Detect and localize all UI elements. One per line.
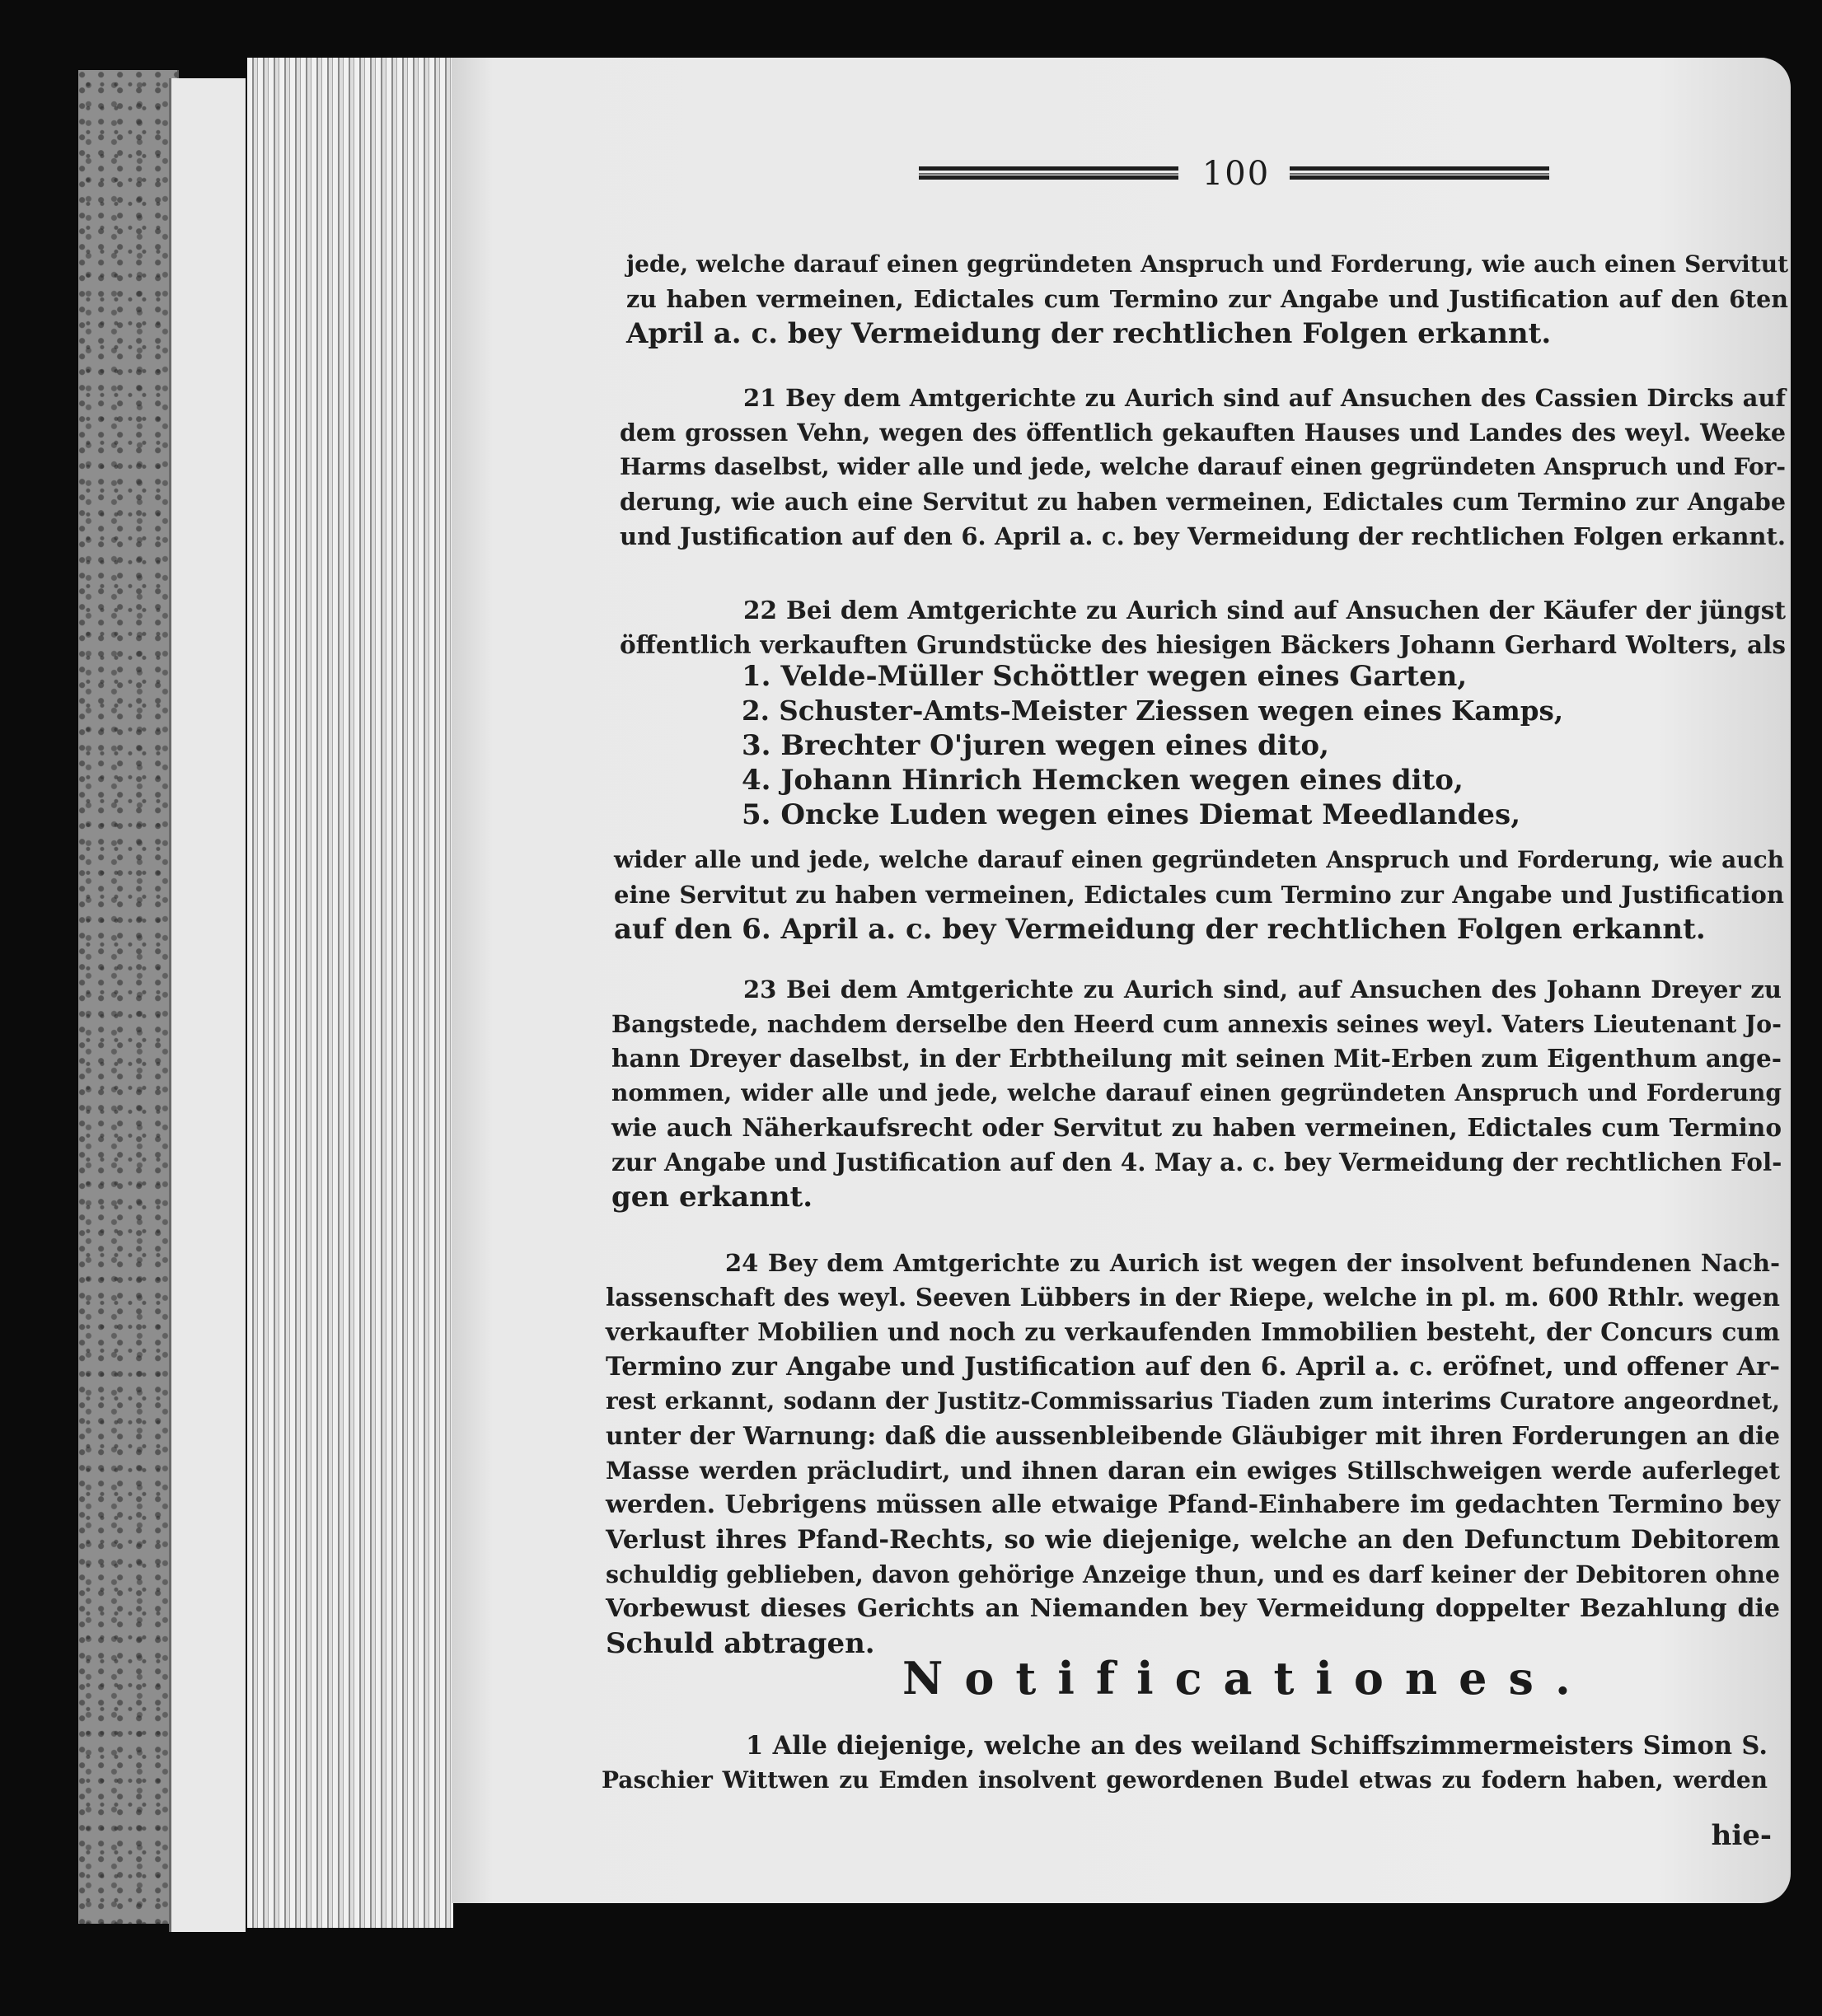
text-line: rest erkannt, sodann der Justitz-Commissarius Tiaden zum interims Curatore angeordnet, [606,1387,1780,1415]
catchword: hie- [1711,1819,1772,1852]
text-line: 21 Bey dem Amtgerichte zu Aurich sind auf Ansuchen des Cassien Dircks auf [743,384,1786,412]
text-line: April a. c. bey Vermeidung der rechtlichen Folgen erkannt. [626,317,1552,350]
text-line: Termino zur Angabe und Justification auf den 6. April a. c. eröfnet, und offener Ar- [606,1352,1780,1382]
text-line: unter der Warnung: daß die aussenbleibende Gläubiger mit ihren Forderungen an die [606,1421,1780,1450]
list-item: 1. Velde-Müller Schöttler wegen eines Garten, [742,660,1468,693]
list-item: 5. Oncke Luden wegen eines Diemat Meedlandes, [742,798,1521,831]
text-line: lassenschaft des weyl. Seeven Lübbers in der Riepe, welche in pl. m. 600 Rthlr. wegen [606,1283,1780,1312]
header-rule-right [1290,166,1549,180]
text-line: eine Servitut zu haben vermeinen, Edictales cum Termino zur Angabe und Justification [614,881,1784,909]
endpaper [169,78,246,1932]
text-line: Verlust ihres Pfand-Rechts, so wie diejenige, welche an den Defunctum Debitorem [606,1525,1780,1555]
claimant-list [742,659,1566,832]
list-item: 4. Johann Hinrich Hemcken wegen eines dito, [742,764,1464,797]
paragraph-21 [620,381,1786,554]
text-line: schuldig geblieben, davon gehörige Anzeige thun, und es darf keiner der Debitoren ohne [606,1560,1780,1588]
section-heading: Notificationes. [902,1652,1592,1705]
text-line: Masse werden präcludirt, und ihnen daran ein ewiges Stillschweigen werde auferleget [606,1457,1780,1485]
paragraph-continuation [626,247,1788,351]
marbled-cover [78,70,179,1924]
text-line: verkaufter Mobilien und noch zu verkaufenden Immobilien besteht, der Concurs cum [606,1317,1780,1346]
header-rule-left [919,166,1178,180]
text-line: zu haben vermeinen, Edictales cum Termino zur Angabe und Justification auf den 6ten [626,285,1788,313]
notification-1 [602,1728,1768,1798]
text-line: zur Angabe und Justification auf den 4. May a. c. bey Vermeidung der rechtlichen Fol- [611,1148,1782,1176]
text-line: Harms daselbst, wider alle und jede, welche darauf einen gegründeten Anspruch und For- [620,453,1786,480]
paragraph-22-conclusion [614,843,1784,947]
text-line: Vorbewust dieses Gerichts an Niemanden bey Vermeidung doppelter Bezahlung die [606,1594,1780,1623]
text-line: Bangstede, nachdem derselbe den Heerd cum annexis seines weyl. Vaters Lieutenant Jo- [611,1010,1782,1038]
text-line: und Justification auf den 6. April a. c. bey Vermeidung der rechtlichen Folgen erkannt. [620,522,1786,550]
page-edges [247,58,453,1928]
paragraph-23 [611,972,1782,1214]
paragraph-24 [606,1246,1780,1661]
text-line: hann Dreyer daselbst, in der Erbtheilung mit seinen Mit-Erben zum Eigenthum ange- [611,1044,1782,1073]
text-line: gen erkannt. [611,1181,813,1214]
text-line: öffentlich verkauften Grundstücke des hiesigen Bäckers Johann Gerhard Wolters, als [620,630,1786,659]
text-line: jede, welche darauf einen gegründeten Anspruch und Forderung, wie auch einen Servitut [626,250,1788,278]
text-line: 1 Alle diejenige, welche an des weiland Schiffszimmermeisters Simon S. [746,1731,1768,1761]
text-line: wie auch Näherkaufsrecht oder Servitut zu haben vermeinen, Edictales cum Termino [611,1113,1782,1142]
text-line: 23 Bei dem Amtgerichte zu Aurich sind, auf Ansuchen des Johann Dreyer zu [743,975,1782,1003]
text-line: auf den 6. April a. c. bey Vermeidung der rechtlichen Folgen erkannt. [614,913,1706,946]
text-line: Schuld abtragen. [606,1627,875,1660]
text-line: derung, wie auch eine Servitut zu haben vermeinen, Edictales cum Termino zur Angabe [620,488,1786,516]
text-line: dem grossen Vehn, wegen des öffentlich gekauften Hauses und Landes des weyl. Weeke [620,419,1786,447]
text-line: nommen, wider alle und jede, welche darauf einen gegründeten Anspruch und Forderung [611,1079,1782,1106]
page-number: 100 [1201,155,1271,193]
text-line: Paschier Wittwen zu Emden insolvent gewordenen Budel etwas zu fodern haben, werden [602,1766,1768,1794]
list-item: 3. Brechter O'juren wegen eines dito, [742,729,1329,762]
paragraph-22 [620,593,1786,662]
text-line: werden. Uebrigens müssen alle etwaige Pfand-Einhabere im gedachten Termino bey [606,1490,1780,1519]
list-item: 2. Schuster-Amts-Meister Ziessen wegen eines Kamps, [742,695,1564,727]
text-line: wider alle und jede, welche darauf einen gegründeten Anspruch und Forderung, wie auch [614,846,1784,873]
text-line: 24 Bey dem Amtgerichte zu Aurich ist wegen der insolvent befundenen Nach- [725,1249,1780,1277]
text-line: 22 Bei dem Amtgerichte zu Aurich sind auf Ansuchen der Käufer der jüngst [743,596,1786,624]
page-header [919,155,1520,193]
